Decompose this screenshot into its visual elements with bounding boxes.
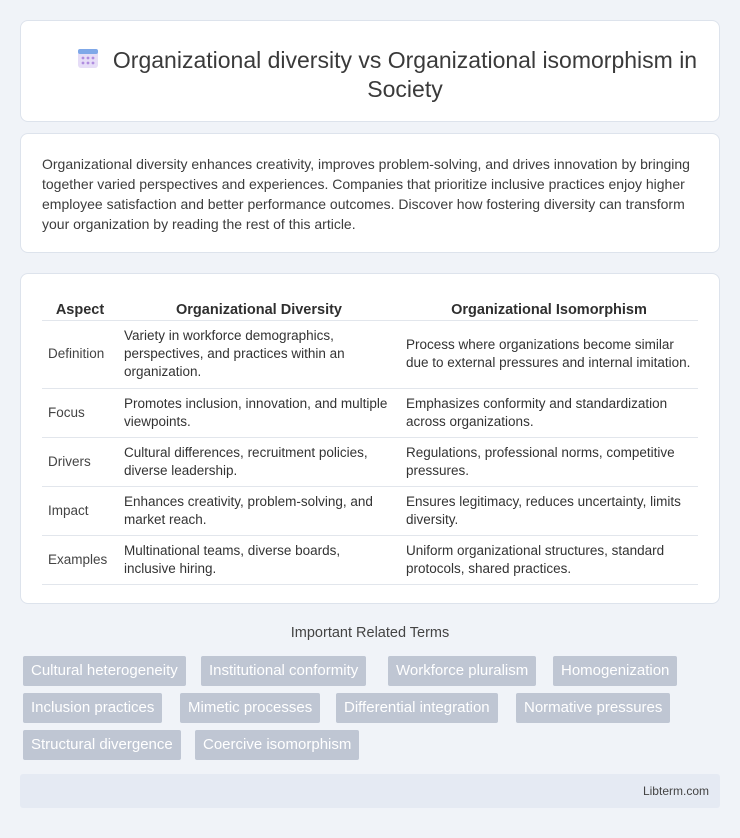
tag-homogenization[interactable]: Homogenization [553,656,677,686]
tag-coercive-isomorphism[interactable]: Coercive isomorphism [195,730,359,760]
isomorphism-cell: Emphasizes conformity and standardization across organizations. [400,388,698,437]
diversity-cell: Variety in workforce demographics, perspectives, and practices within an organization. [118,320,400,388]
tag-institutional-conformity[interactable]: Institutional conformity [201,656,366,686]
table-row [42,388,698,437]
footer-site-link[interactable]: Libterm.com [642,784,709,798]
isomorphism-cell: Process where organizations become similar due to external pressures and internal imitation. [400,320,698,388]
tag-mimetic-processes[interactable]: Mimetic processes [180,693,320,723]
intro-paragraph: Organizational diversity enhances creativity, improves problem-solving, and drives innovation by bringing together varied perspectives and experiences. Companies that prioritize inclusive practices enjoy higher employee satisfaction and better performance outcomes. Discover how fostering diversity can transform your organization by reading the rest of this article. [42,156,690,232]
header-isomorphism: Organizational Isomorphism [400,295,698,320]
aspect-cell: Drivers [42,437,118,486]
header-aspect: Aspect [42,295,118,320]
aspect-cell: Examples [42,535,118,584]
comparison-table [42,295,698,585]
tag-cultural-heterogeneity[interactable]: Cultural heterogeneity [23,656,186,686]
intro-card [20,133,720,253]
isomorphism-cell: Regulations, professional norms, competitive pressures. [400,437,698,486]
calendar-icon [77,47,99,69]
table-row [42,535,698,584]
tag-normative-pressures[interactable]: Normative pressures [516,693,670,723]
title-card [20,20,720,122]
diversity-cell: Multinational teams, diverse boards, inclusive hiring. [118,535,400,584]
diversity-cell: Promotes inclusion, innovation, and multiple viewpoints. [118,388,400,437]
diversity-cell: Enhances creativity, problem-solving, and market reach. [118,486,400,535]
tag-workforce-pluralism[interactable]: Workforce pluralism [388,656,536,686]
comparison-card [20,273,720,604]
related-terms-title: Important Related Terms [290,625,450,641]
page-title: Organizational diversity vs Organizational isomorphism in Society [112,47,698,102]
aspect-cell: Definition [42,320,118,388]
table-row [42,486,698,535]
isomorphism-cell: Ensures legitimacy, reduces uncertainty, limits diversity. [400,486,698,535]
tag-differential-integration[interactable]: Differential integration [336,693,498,723]
diversity-cell: Cultural differences, recruitment policies, diverse leadership. [118,437,400,486]
tag-structural-divergence[interactable]: Structural divergence [23,730,181,760]
aspect-cell: Focus [42,388,118,437]
table-header-row [42,295,698,320]
aspect-cell: Impact [42,486,118,535]
header-diversity: Organizational Diversity [118,295,400,320]
table-row [42,437,698,486]
table-row [42,320,698,388]
footer [20,774,720,808]
isomorphism-cell: Uniform organizational structures, standard protocols, shared practices. [400,535,698,584]
tag-inclusion-practices[interactable]: Inclusion practices [23,693,162,723]
